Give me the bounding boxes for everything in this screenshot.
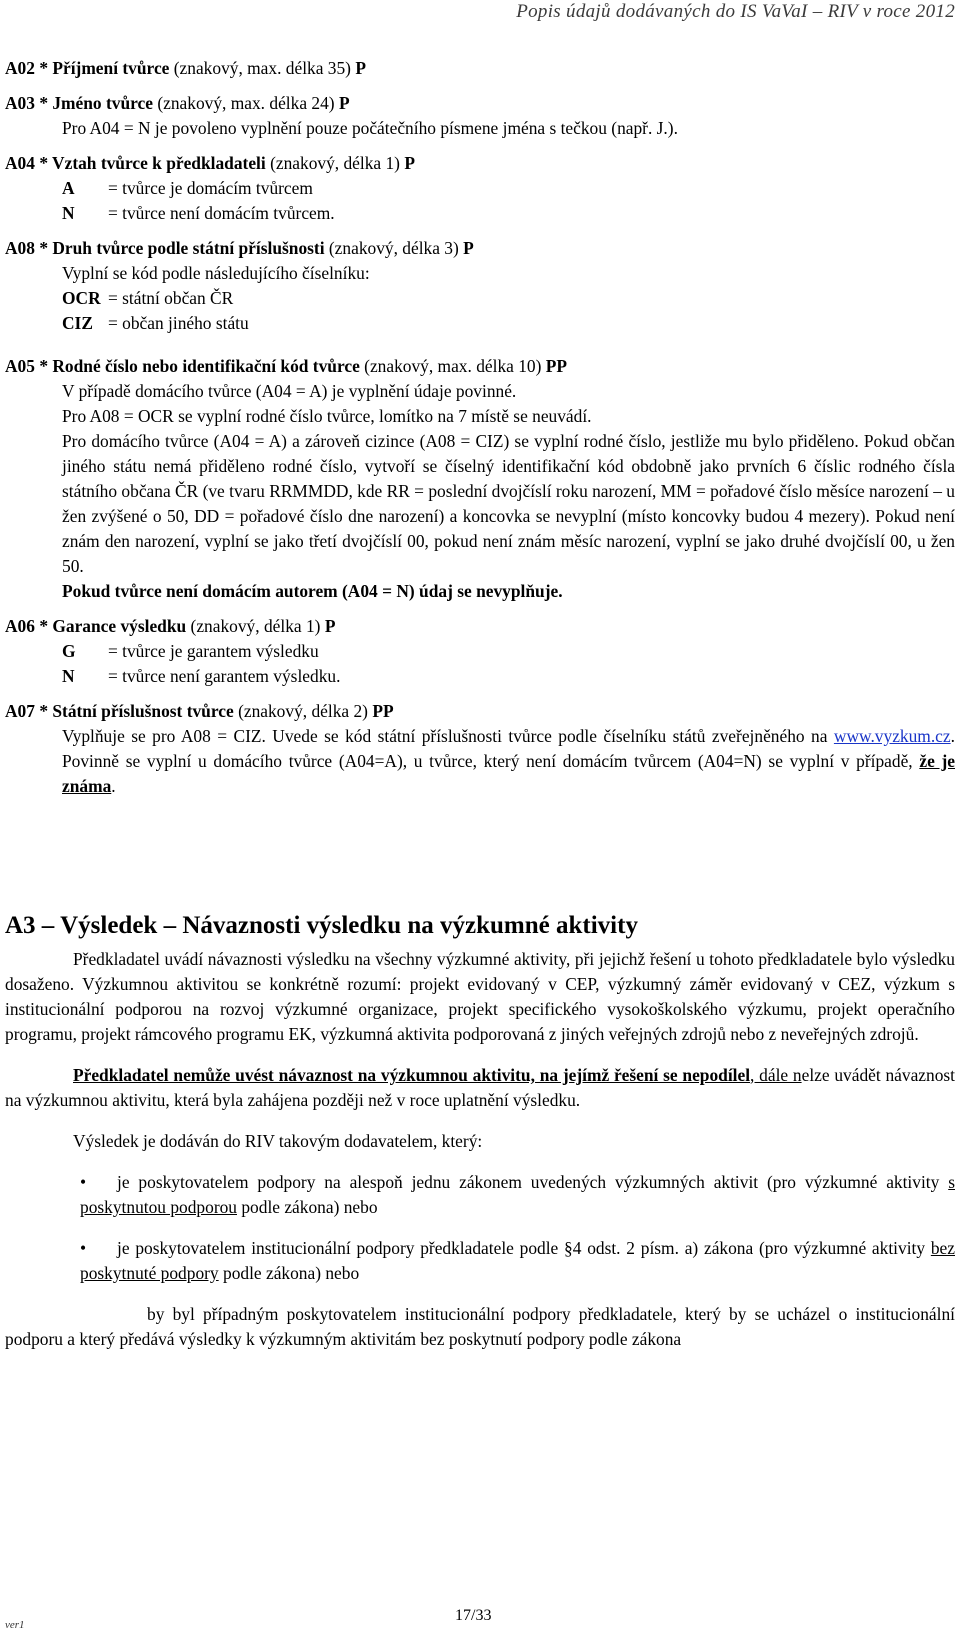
field-code: A07 <box>5 701 35 721</box>
field-meta: (znakový, max. délka 35) <box>173 58 351 78</box>
field-a08-heading <box>5 236 955 261</box>
field-a05-paragraph: Pro domácího tvůrce (A04 = A) a zároveň cizince (A08 = CIZ) se vyplní rodné číslo, jestliže mu bylo přiděleno. Pokud občan jiného státu nemá přiděleno rodné číslo, vytvoří se číselný identifikační kód obdobně jako prvních 6 číslic rodného čísla státního občana ČR (ve tvaru RRMMDD, kde RR = poslední dvojčíslí roku narození, MM = pořadové číslo měsíce narození – u žen zvýšené o 50, DD = pořadové číslo dne narození) a koncovka se nevyplní (místo koncovky budou 4 mezery). Pokud není znám den narození, vyplní se jako třetí dvojčíslí 00, pokud není znám měsíc narození, vyplní se jako druhé dvojčíslí 00, u žen 50. <box>62 431 955 576</box>
option-key: G <box>62 641 76 661</box>
field-title: * Vztah tvůrce k předkladateli <box>39 153 266 173</box>
field-a05-line1: V případě domácího tvůrce (A04 = A) je vyplnění údaje povinné. <box>62 381 517 401</box>
field-meta: (znakový, délka 1) <box>190 616 321 636</box>
option-row <box>5 286 955 311</box>
option-key: A <box>62 178 75 198</box>
vyzkum-link[interactable]: www.vyzkum.cz <box>833 726 951 746</box>
bold-underlined-run: Předkladatel nemůže uvést návaznost na výzkumnou aktivitu, na jejímž řešení se nepodílel <box>73 1065 751 1085</box>
option-row <box>5 311 955 336</box>
field-flag: PP <box>545 356 567 376</box>
document-body <box>5 56 955 1368</box>
field-a03-heading <box>5 91 955 116</box>
field-a06-heading <box>5 614 955 639</box>
bullet-marker: • <box>80 1172 87 1192</box>
footer-version: ver1 <box>5 1619 25 1631</box>
field-code: A06 <box>5 616 35 636</box>
underlined-run: s poskytnutou podporou <box>80 1172 955 1217</box>
field-code: A02 <box>5 58 35 78</box>
field-a02-heading <box>5 56 955 81</box>
field-meta: (znakový, délka 3) <box>328 238 459 258</box>
option-desc: = tvůrce není domácím tvůrcem. <box>108 203 335 223</box>
emphasis-run: že je známa <box>62 751 955 796</box>
option-row <box>5 176 955 201</box>
field-title: * Státní příslušnost tvůrce <box>39 701 234 721</box>
field-a04-heading <box>5 151 955 176</box>
option-key: N <box>62 203 75 223</box>
section-paragraph-1: Předkladatel uvádí návaznosti výsledku na všechny výzkumné aktivity, při jejichž řešení u tohoto předkladatele bylo výsledku dosaženo. Výzkumnou aktivitou se konkrétně rozumí: projekt evidovaný v CEP, výzkumný záměr evidovaný v CEZ, výzkum s institucionální podporou na rozvoj výzkumné organizace, projekt specifického vysokoškolského výzkumu, projekt operačního programu, projekt rámcového programu EK, výzkumná aktivita podporovaná z jiných veřejných zdrojů nebo z neveřejných zdrojů. <box>5 949 955 1044</box>
field-a06 <box>5 614 955 689</box>
text-run: . <box>111 776 116 796</box>
field-code: A05 <box>5 356 35 376</box>
text-run: podle zákona) nebo <box>241 1197 378 1217</box>
text-run: . Povinně se vyplní u domácího tvůrce (A04=A), u tvůrce, který není domácím tvůrcem (A04=N) se vyplní v případě, <box>62 726 955 771</box>
field-title: * Příjmení tvůrce <box>39 58 170 78</box>
underlined-run: , dále n <box>750 1065 802 1085</box>
field-code: A04 <box>5 153 35 173</box>
field-a03-note: Pro A04 = N je povoleno vyplnění pouze počátečního písmene jména s tečkou (např. J.). <box>62 118 678 138</box>
option-desc: = tvůrce je garantem výsledku <box>108 641 319 661</box>
field-meta: (znakový, max. délka 10) <box>364 356 542 376</box>
bullet-text <box>80 1236 955 1286</box>
option-desc: = státní občan ČR <box>108 288 234 308</box>
field-flag: P <box>338 93 350 113</box>
field-meta: (znakový, délka 1) <box>270 153 400 173</box>
field-code: A03 <box>5 93 35 113</box>
field-a05-line2: Pro A08 = OCR se vyplní rodné číslo tvůrce, lomítko na 7 místě se neuvádí. <box>62 406 592 426</box>
field-a04 <box>5 151 955 226</box>
field-flag: P <box>404 153 415 173</box>
field-a08-intro: Vyplní se kód podle následujícího číselníku: <box>62 263 370 283</box>
section-paragraph-4: by byl případným poskytovatelem institucionální podpory předkladatele, který by se ucházel o institucionální podporu a který předává výsledky k výzkumným aktivitám bez poskytnutí podpory podle zákona <box>5 1304 955 1349</box>
field-flag: PP <box>372 701 394 721</box>
field-a07 <box>5 699 955 799</box>
field-a05-bold-note: Pokud tvůrce není domácím autorem (A04 = N) údaj se nevyplňuje. <box>62 581 563 601</box>
field-meta: (znakový, max. délka 24) <box>157 93 335 113</box>
field-a07-heading <box>5 699 955 724</box>
field-a02 <box>5 56 955 81</box>
underlined-run: bez poskytnuté podpory <box>80 1238 955 1283</box>
running-header: Popis údajů dodávaných do IS VaVaI – RIV v roce 2012 <box>516 1 955 22</box>
option-row <box>5 664 955 689</box>
field-flag: P <box>324 616 336 636</box>
bullet-marker: • <box>80 1238 87 1258</box>
bullet-item <box>5 1170 955 1220</box>
section-paragraph-2 <box>5 1063 955 1113</box>
field-code: A08 <box>5 238 35 258</box>
field-meta: (znakový, délka 2) <box>238 701 368 721</box>
bullet-item <box>5 1236 955 1286</box>
text-run: elze uvádět návaznost na výzkumnou aktivitu, která byla zahájena později než v roce uplatnění výsledku. <box>5 1065 956 1110</box>
option-key: CIZ <box>62 313 93 333</box>
text-run: je poskytovatelem podpory na alespoň jednu zákonem uvedených výzkumných aktivit (pro výzkumné aktivity <box>117 1172 940 1192</box>
text-run: Vyplňuje se pro A08 = CIZ. Uvede se kód státní příslušnosti tvůrce podle číselníku států zveřejněného na <box>62 726 828 746</box>
field-flag: P <box>463 238 474 258</box>
field-a05 <box>5 354 955 604</box>
text-run: podle zákona) nebo <box>223 1263 360 1283</box>
field-a08 <box>5 236 955 336</box>
field-title: * Garance výsledku <box>39 616 187 636</box>
section-heading: A3 – Výsledek – Návaznosti výsledku na výzkumné aktivity <box>5 912 638 939</box>
field-a07-paragraph <box>5 724 955 799</box>
bullet-text <box>80 1170 955 1220</box>
option-key: OCR <box>62 288 101 308</box>
page-number: 17/33 <box>455 1607 492 1624</box>
field-flag: P <box>355 58 366 78</box>
option-row <box>5 201 955 226</box>
field-title: * Rodné číslo nebo identifikační kód tvůrce <box>39 356 360 376</box>
field-title: * Druh tvůrce podle státní příslušnosti <box>39 238 325 258</box>
text-run: je poskytovatelem institucionální podpory předkladatele podle §4 odst. 2 písm. a) zákona (pro výzkumné aktivity <box>117 1238 926 1258</box>
option-row <box>5 639 955 664</box>
option-desc: = tvůrce není garantem výsledku. <box>108 666 341 686</box>
field-a05-heading <box>5 354 955 379</box>
field-title: * Jméno tvůrce <box>39 93 153 113</box>
section-paragraph-3: Výsledek je dodáván do RIV takovým dodavatelem, který: <box>73 1131 483 1151</box>
option-desc: = tvůrce je domácím tvůrcem <box>108 178 313 198</box>
field-a03 <box>5 91 955 141</box>
option-desc: = občan jiného státu <box>108 313 249 333</box>
option-key: N <box>62 666 75 686</box>
